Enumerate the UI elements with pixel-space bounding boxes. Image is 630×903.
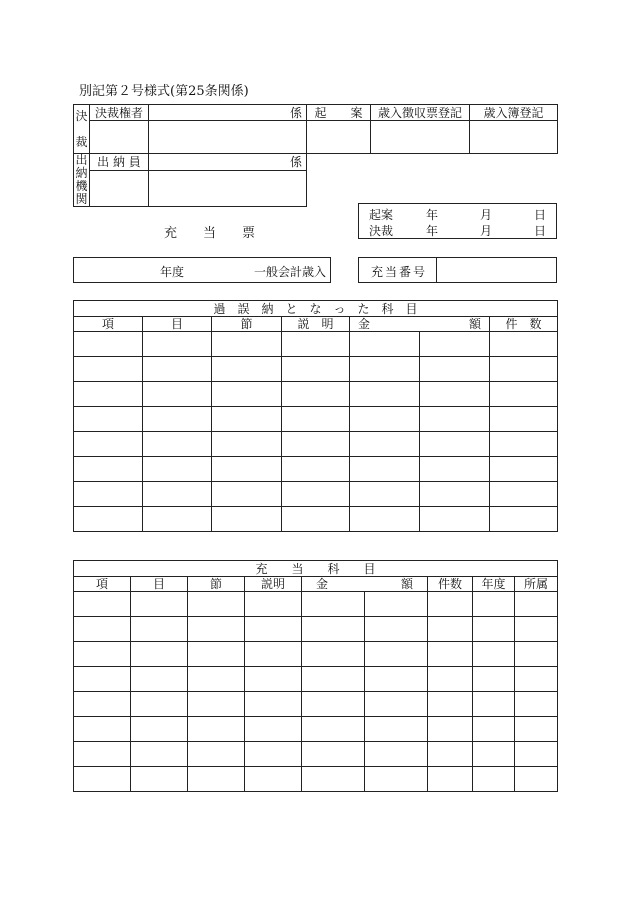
ko-cell[interactable] [74, 407, 143, 432]
setsumei-cell[interactable] [282, 357, 350, 382]
moku-cell[interactable] [131, 717, 188, 742]
setsu-cell[interactable] [212, 407, 282, 432]
table-row [74, 617, 558, 642]
setsumei-cell[interactable] [245, 742, 302, 767]
number-label: 充当番号 [371, 265, 428, 279]
setsu-cell[interactable] [188, 717, 245, 742]
fiscal-box [73, 257, 331, 283]
table-row [74, 767, 558, 792]
kensu-cell[interactable] [490, 382, 558, 407]
header-setsu: 節 [188, 577, 245, 592]
nendo-cell[interactable] [473, 717, 515, 742]
header-moku: 目 [143, 317, 212, 332]
erroneous-title: 過 誤 納 と な っ た 科 目 [74, 301, 558, 317]
gaku-cell[interactable] [420, 382, 490, 407]
kin-cell[interactable] [302, 592, 365, 617]
ko-cell[interactable] [74, 457, 143, 482]
number-box [358, 257, 557, 283]
gaku-cell[interactable] [365, 767, 428, 792]
approval-table [73, 104, 558, 207]
ko-cell[interactable] [74, 507, 143, 532]
gaku-cell[interactable] [420, 482, 490, 507]
appropriation-table [73, 560, 558, 792]
shozoku-cell[interactable] [515, 617, 558, 642]
table-row [74, 357, 558, 382]
shozoku-cell[interactable] [515, 717, 558, 742]
nendo-cell[interactable] [473, 667, 515, 692]
table-row [74, 742, 558, 767]
kin-cell[interactable] [350, 382, 420, 407]
moku-cell[interactable] [131, 592, 188, 617]
ko-cell[interactable] [74, 667, 131, 692]
setsu-cell[interactable] [188, 742, 245, 767]
appropriation-title: 充 当 科 目 [74, 561, 558, 577]
date-box [358, 203, 557, 239]
setsu-cell[interactable] [212, 507, 282, 532]
kian-stamp[interactable] [307, 121, 371, 154]
gaku-cell[interactable] [420, 407, 490, 432]
gaku-cell[interactable] [365, 642, 428, 667]
setsumei-cell[interactable] [245, 767, 302, 792]
kensu-cell[interactable] [428, 667, 473, 692]
number-divider [436, 258, 437, 282]
table-row [74, 457, 558, 482]
nendo-cell[interactable] [473, 692, 515, 717]
kensu-cell[interactable] [490, 357, 558, 382]
ko-cell[interactable] [74, 482, 143, 507]
header-ko: 項 [74, 317, 143, 332]
setsumei-cell[interactable] [282, 432, 350, 457]
table-row [74, 432, 558, 457]
ko-cell[interactable] [74, 432, 143, 457]
kensu-cell[interactable] [428, 642, 473, 667]
sainyu-choshu-label: 歳入徴収票登記 [371, 105, 470, 121]
nendo-cell[interactable] [473, 742, 515, 767]
ko-cell[interactable] [74, 617, 131, 642]
kin-cell[interactable] [302, 767, 365, 792]
setsumei-cell[interactable] [245, 592, 302, 617]
moku-cell[interactable] [131, 742, 188, 767]
moku-cell[interactable] [131, 617, 188, 642]
kin-cell[interactable] [302, 617, 365, 642]
sainyubo-stamp[interactable] [470, 121, 558, 154]
gaku-cell[interactable] [420, 507, 490, 532]
sainyubo-label: 歳入簿登記 [470, 105, 558, 121]
kensu-cell[interactable] [490, 482, 558, 507]
nendo-cell[interactable] [473, 592, 515, 617]
ko-cell[interactable] [74, 357, 143, 382]
moku-cell[interactable] [143, 507, 212, 532]
kin-cell[interactable] [350, 482, 420, 507]
moku-cell[interactable] [143, 357, 212, 382]
setsu-cell[interactable] [188, 617, 245, 642]
moku-cell[interactable] [143, 332, 212, 357]
gaku-cell[interactable] [365, 667, 428, 692]
moku-cell[interactable] [131, 692, 188, 717]
erroneous-rows [74, 332, 558, 532]
kin-cell[interactable] [350, 407, 420, 432]
kensu-cell[interactable] [428, 717, 473, 742]
kessai-label: 決 裁 [74, 105, 90, 154]
kin-cell[interactable] [302, 692, 365, 717]
shozoku-cell[interactable] [515, 667, 558, 692]
gaku-cell[interactable] [420, 432, 490, 457]
setsu-cell[interactable] [188, 642, 245, 667]
ko-cell[interactable] [74, 332, 143, 357]
kensu-cell[interactable] [490, 407, 558, 432]
shozoku-cell[interactable] [515, 592, 558, 617]
kensu-cell[interactable] [490, 432, 558, 457]
ko-cell[interactable] [74, 692, 131, 717]
kensu-cell[interactable] [490, 332, 558, 357]
header-kingaku: 金 額 [350, 317, 490, 332]
setsumei-cell[interactable] [245, 717, 302, 742]
setsu-cell[interactable] [188, 667, 245, 692]
header-ko: 項 [74, 577, 131, 592]
kensu-cell[interactable] [428, 692, 473, 717]
date-kian-day: 日 [533, 208, 546, 222]
header-setsumei: 説 明 [282, 317, 350, 332]
kensu-cell[interactable] [490, 507, 558, 532]
suinouin-label: 出 納 員 [90, 154, 149, 171]
kensu-cell[interactable] [428, 617, 473, 642]
setsumei-cell[interactable] [245, 642, 302, 667]
gaku-cell[interactable] [420, 332, 490, 357]
setsu-cell[interactable] [188, 692, 245, 717]
table-row [74, 407, 558, 432]
kensu-cell[interactable] [490, 457, 558, 482]
setsumei-cell[interactable] [282, 382, 350, 407]
date-kessai-year: 年 [426, 224, 439, 238]
date-kessai-label: 決裁 [369, 224, 394, 238]
setsu-cell[interactable] [188, 767, 245, 792]
ko-cell[interactable] [74, 382, 143, 407]
header-kensu: 件 数 [490, 317, 558, 332]
ko-cell[interactable] [74, 717, 131, 742]
table-row [74, 482, 558, 507]
table-row [74, 382, 558, 407]
moku-cell[interactable] [143, 457, 212, 482]
shozoku-cell[interactable] [515, 642, 558, 667]
header-nendo: 年度 [473, 577, 515, 592]
form-title: 別記第２号様式(第25条関係) [79, 84, 249, 99]
ko-cell[interactable] [74, 742, 131, 767]
table-row [74, 717, 558, 742]
table-row [74, 642, 558, 667]
sainyu-choshu-stamp[interactable] [371, 121, 470, 154]
header-kingaku: 金 額 [302, 577, 428, 592]
account-label: 一般会計歳入 [254, 265, 327, 279]
kakari-stamp[interactable] [149, 121, 307, 154]
moku-cell[interactable] [143, 482, 212, 507]
erroneous-table [73, 300, 558, 532]
setsumei-cell[interactable] [282, 507, 350, 532]
setsu-cell[interactable] [188, 592, 245, 617]
shozoku-cell[interactable] [515, 692, 558, 717]
header-setsu: 節 [212, 317, 282, 332]
kin-cell[interactable] [350, 332, 420, 357]
gaku-cell[interactable] [365, 617, 428, 642]
setsumei-cell[interactable] [245, 617, 302, 642]
kin-cell[interactable] [302, 667, 365, 692]
suinou-kikan-label: 出納機関 [75, 153, 88, 206]
gaku-cell[interactable] [365, 592, 428, 617]
kin-cell[interactable] [350, 432, 420, 457]
moku-cell[interactable] [131, 667, 188, 692]
moku-cell[interactable] [131, 642, 188, 667]
gaku-cell[interactable] [365, 742, 428, 767]
table-row [74, 507, 558, 532]
moku-cell[interactable] [131, 767, 188, 792]
gaku-cell[interactable] [365, 717, 428, 742]
moku-cell[interactable] [143, 382, 212, 407]
setsumei-cell[interactable] [282, 482, 350, 507]
ko-cell[interactable] [74, 767, 131, 792]
nendo-cell[interactable] [473, 617, 515, 642]
moku-cell[interactable] [143, 432, 212, 457]
kakari-label: 係 [149, 105, 307, 121]
setsumei-cell[interactable] [282, 457, 350, 482]
setsu-cell[interactable] [212, 357, 282, 382]
kin-cell[interactable] [350, 357, 420, 382]
moku-cell[interactable] [143, 407, 212, 432]
ko-cell[interactable] [74, 592, 131, 617]
date-kian-label: 起案 [369, 208, 394, 222]
header-kensu: 件数 [428, 577, 473, 592]
setsumei-cell[interactable] [245, 692, 302, 717]
appropriation-rows [74, 592, 558, 792]
setsu-cell[interactable] [212, 457, 282, 482]
nendo-label: 年度 [160, 265, 185, 279]
setsu-cell[interactable] [212, 382, 282, 407]
kin-cell[interactable] [302, 642, 365, 667]
setsu-cell[interactable] [212, 332, 282, 357]
header-shozoku: 所属 [515, 577, 558, 592]
date-kessai-month: 月 [479, 224, 492, 238]
setsu-cell[interactable] [212, 432, 282, 457]
table-row [74, 332, 558, 357]
gaku-cell[interactable] [365, 692, 428, 717]
kin-cell[interactable] [350, 457, 420, 482]
kin-cell[interactable] [350, 507, 420, 532]
kensu-cell[interactable] [428, 767, 473, 792]
kian-label: 起 案 [307, 105, 371, 121]
kakari2-stamp[interactable] [149, 171, 307, 207]
header-setsumei: 説明 [245, 577, 302, 592]
kakari2-label: 係 [149, 154, 307, 171]
kin-cell[interactable] [302, 742, 365, 767]
shozoku-cell[interactable] [515, 767, 558, 792]
table-row [74, 667, 558, 692]
date-kian-year: 年 [426, 208, 439, 222]
voucher-title: 充 当 票 [164, 226, 256, 241]
suinouin-stamp[interactable] [90, 171, 149, 207]
table-row [74, 592, 558, 617]
nendo-cell[interactable] [473, 767, 515, 792]
kessai-authority-label: 決裁権者 [90, 105, 149, 121]
setsu-cell[interactable] [212, 482, 282, 507]
ko-cell[interactable] [74, 642, 131, 667]
kin-cell[interactable] [302, 717, 365, 742]
date-kessai-day: 日 [533, 224, 546, 238]
date-kian-month: 月 [479, 208, 492, 222]
kessai-authority-stamp[interactable] [90, 121, 149, 154]
setsumei-cell[interactable] [245, 667, 302, 692]
kensu-cell[interactable] [428, 742, 473, 767]
gaku-cell[interactable] [420, 357, 490, 382]
header-moku: 目 [131, 577, 188, 592]
kensu-cell[interactable] [428, 592, 473, 617]
table-row [74, 692, 558, 717]
setsumei-cell[interactable] [282, 407, 350, 432]
gaku-cell[interactable] [420, 457, 490, 482]
shozoku-cell[interactable] [515, 742, 558, 767]
nendo-cell[interactable] [473, 642, 515, 667]
setsumei-cell[interactable] [282, 332, 350, 357]
number-field[interactable] [439, 260, 553, 280]
